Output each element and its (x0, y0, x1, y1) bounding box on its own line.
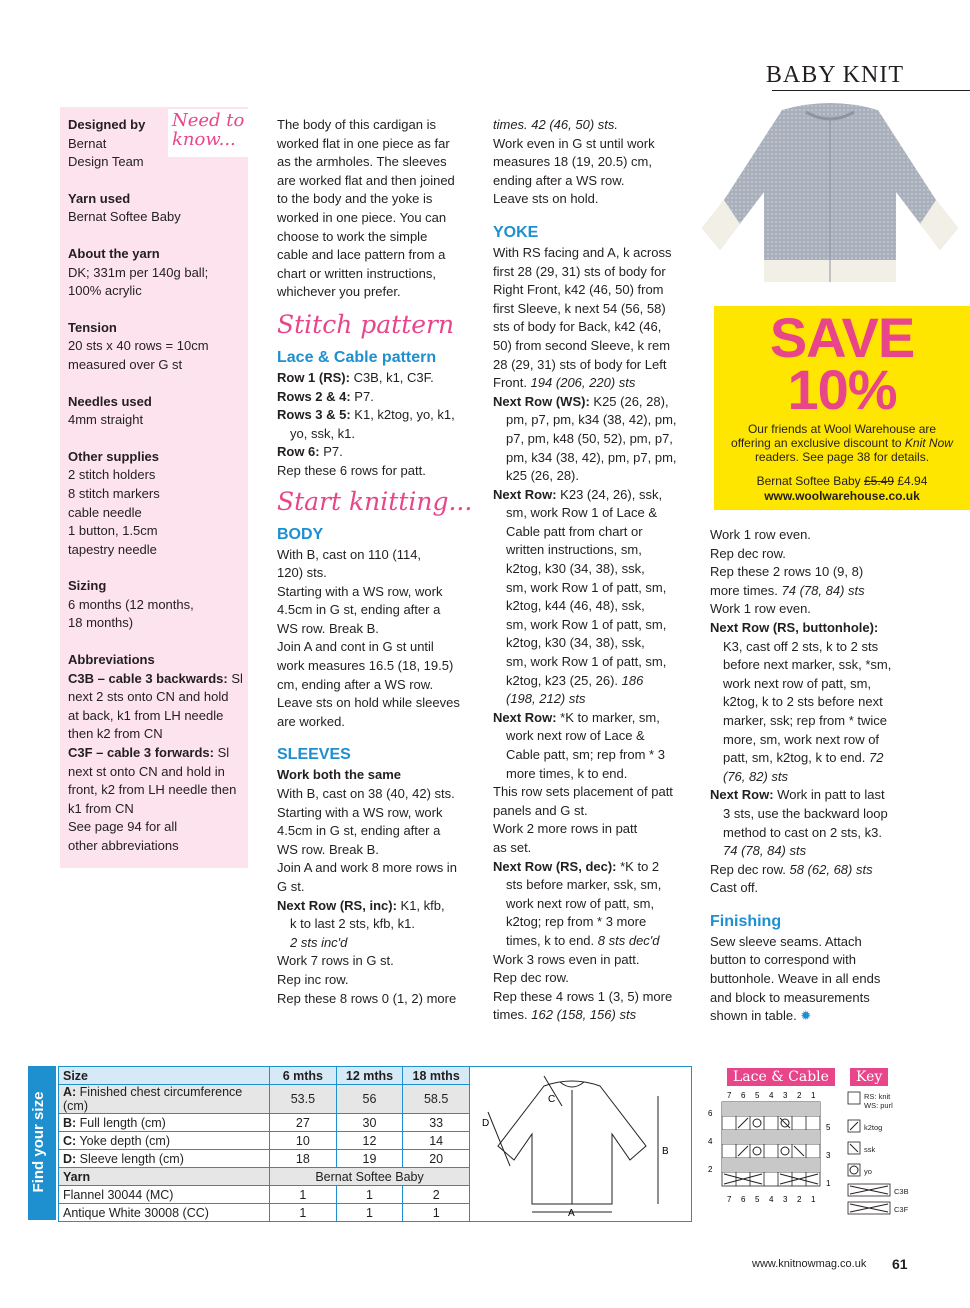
svg-text:C3F: C3F (894, 1205, 909, 1214)
find-your-size-label: Find your size (30, 1091, 47, 1193)
svg-text:3: 3 (783, 1195, 788, 1204)
end-mark-icon: ✹ (800, 1008, 812, 1024)
svg-text:3: 3 (826, 1151, 831, 1160)
size-col-12: 12 mths (336, 1067, 403, 1085)
offer-url[interactable]: www.woolwarehouse.co.uk (764, 489, 920, 503)
svg-text:4: 4 (708, 1137, 713, 1146)
need-to-know-title: Need to know... (172, 110, 245, 150)
save-percent: 10% (787, 358, 897, 421)
start-knitting-heading: Start knitting... (277, 486, 473, 516)
svg-text:5: 5 (826, 1123, 831, 1132)
lace-cable-chart-title: Lace & Cable (727, 1068, 835, 1086)
svg-text:6: 6 (741, 1091, 746, 1100)
stitch-pattern-heading: Stitch pattern (277, 309, 455, 339)
svg-text:5: 5 (755, 1195, 760, 1204)
svg-text:6: 6 (708, 1109, 713, 1118)
column-2: times. 42 (46, 50) sts. Work even in G st until work measures 18 (19, 20.5) cm, ending after a WS row. Leave sts on hold. YOKE With RS facing and A, k across first 28 (29, 31) sts of body for Right Front, k42 (46, 50) from first Sleeve, k next 54 (56, 58) sts of body for Back, k42 (46, 50) from second Sleeve, k rem 28 (29, 31) sts of body for Left Front. 194 (206, 220) sts Next Row (WS): K25 (26, 28), pm, p7, pm, k34 (38, 42), pm, p7, pm, k48 (50, 52), pm, p7, pm, k34 (38, 42), pm, p7, pm, k25 (26, 28). Next Row: K23 (24, 26), ssk, sm, work Row 1 of Lace & Cable patt from chart or written instructions, sm, k2tog, k30 (34, 38), ssk, sm, work Row 1 of patt, sm, k2tog, k44 (46, 48), ssk, sm, work Row 1 of patt, sm, k2tog, k30 (34, 38), ssk, sm, work Row 1 of patt, sm, k2tog, k23 (25, 26). 186 (198, 212) sts Next Row: *K to marker, sm, work next row of Lace & Cable patt, sm; rep from * 3 more times, k to end. This row sets placement of patt panels and G st. Work 2 more rows in patt as set. Next Row (RS, dec): *K to 2 sts before marker, ssk, sm, work next row of patt, sm, k2tog; rep from * 3 more times, k to end. 8 sts dec'd Work 3 rows even in patt. Rep dec row. Rep these 4 rows 1 (3, 5) more times. 162 (158, 156) sts (493, 116, 698, 1025)
label-c: C (548, 1094, 556, 1105)
svg-text:7: 7 (727, 1195, 732, 1204)
label-d: D (482, 1118, 490, 1129)
offer-price: Bernat Softee Baby £5.49 £4.94 (756, 474, 928, 488)
header-rule (772, 90, 970, 91)
size-col-header: Size (59, 1067, 270, 1085)
column-3: Work 1 row even. Rep dec row. Rep these 2 rows 10 (9, 8) more times. 74 (78, 84) sts Work 1 row even. Next Row (RS, buttonhole): K3, cast off 2 sts, k to 2 sts before next marker, ssk, *sm, work next row of patt, sm, k2tog, k to 2 sts before next marker, ssk; rep from * twice more, sm, work next row of patt, sm, k2tog, k to end. 72 (76, 82) sts Next Row: Work in patt to last 3 sts, use the backward loop method to cast on 2 sts, k3. 74 (78, 84) sts Rep dec row. 58 (62, 68) sts Cast off. Finishing Sew sleeve seams. Attach button to correspond with buttonhole. Weave in all ends and block to measurements shown in table. ✹ (710, 526, 910, 1026)
label-b: B (662, 1146, 669, 1157)
svg-text:2: 2 (797, 1195, 802, 1204)
size-col-18: 18 mths (403, 1067, 470, 1085)
table-row: A: Finished chest circumference (cm) 53.5 56 58.5 (59, 1085, 470, 1114)
footer-url[interactable]: www.knitnowmag.co.uk (752, 1258, 867, 1270)
yoke-heading: YOKE (493, 223, 539, 241)
svg-text:C3B: C3B (894, 1187, 909, 1196)
svg-text:ssk: ssk (864, 1145, 876, 1154)
table-row: Antique White 30008 (CC) 1 1 1 (59, 1204, 470, 1222)
svg-text:1: 1 (811, 1195, 816, 1204)
cardigan-photo (690, 100, 970, 300)
svg-text:1: 1 (826, 1179, 831, 1188)
svg-text:1: 1 (811, 1091, 816, 1100)
table-row: C: Yoke depth (cm) 10 12 14 (59, 1132, 470, 1150)
schematic-diagram (476, 1072, 686, 1218)
svg-text:2: 2 (797, 1091, 802, 1100)
svg-text:6: 6 (741, 1195, 746, 1204)
svg-text:yo: yo (864, 1167, 872, 1176)
lace-cable-heading: Lace & Cable pattern (277, 348, 437, 366)
svg-text:k2tog: k2tog (864, 1123, 883, 1132)
size-col-6: 6 mths (270, 1067, 337, 1085)
svg-text:RS: knit: RS: knit (864, 1092, 891, 1101)
offer-text: Our friends at Wool Warehouse are offering an exclusive discount to Knit Now readers. See page 38 for details. (731, 422, 953, 464)
sidebar-text: Designed by Bernat Design Team Yarn used Bernat Softee Baby About the yarn DK; 331m per 140g ball; 100% acrylic Tension 20 sts x 40 rows = 10cm measured over G st Needles used 4mm straight Other supplies 2 stitch holders 8 stitch markers cable needle 1 button, 1.5cm tapestry needle Sizing 6 months (12 months, 18 months) Abbreviations C3B – cable 3 backwards: Sl next 2 sts onto CN and hold at back, k1 from LH needle then k2 from CN C3F – cable 3 forwards: Sl next st onto CN and hold in front, k2 from LH needle then k1 from CN See page 94 for all other abbreviations (68, 117, 243, 853)
lace-cable-chart (700, 1088, 840, 1208)
save-headline: SAVE (769, 306, 915, 369)
discount-offer (714, 306, 970, 510)
table-row: B: Full length (cm) 27 30 33 (59, 1114, 470, 1132)
label-a: A (568, 1208, 575, 1218)
table-row: D: Sleeve length (cm) 18 19 20 (59, 1150, 470, 1168)
svg-text:2: 2 (708, 1165, 713, 1174)
svg-text:4: 4 (769, 1091, 774, 1100)
svg-text:4: 4 (769, 1195, 774, 1204)
sleeves-heading: SLEEVES (277, 746, 351, 764)
body-heading: BODY (277, 525, 324, 543)
svg-text:WS: purl: WS: purl (864, 1101, 893, 1110)
key-title: Key (850, 1068, 888, 1086)
svg-text:7: 7 (727, 1091, 732, 1100)
table-row: Flannel 30044 (MC) 1 1 2 (59, 1186, 470, 1204)
svg-text:3: 3 (783, 1091, 788, 1100)
section-title: BABY KNIT (765, 62, 904, 88)
svg-text:5: 5 (755, 1091, 760, 1100)
finishing-heading: Finishing (710, 912, 782, 930)
chart-key (846, 1088, 922, 1218)
column-1: The body of this cardigan is worked flat in one piece as far as the armholes. The sleeves are worked flat and then joined to the body and the yoke is worked in one piece. You can choose to work the simple cable and lace pattern from a chart or written instructions, whichever you prefer. Stitch pattern Lace & Cable pattern Row 1 (RS): C3B, k1, C3F. Rows 2 & 4: P7. Rows 3 & 5: K1, k2tog, yo, k1, yo, ssk, k1. Row 6: P7. Rep these 6 rows for patt. Start knitting... BODY With B, cast on 110 (114, 120) sts. Starting with a WS row, work 4.5cm in G st, ending after a WS row. Break B. Join A and cont in G st until work measures 16.5 (18, 19.5) cm, ending after a WS row. Leave sts on hold while sleeves are worked. SLEEVES Work both the same With B, cast on 38 (40, 42) sts. Starting with a WS row, work 4.5cm in G st, ending after a WS row. Break B. Join A and work 8 more rows in G st. Next Row (RS, inc): K1, kfb, k to last 2 sts, kfb, k1. 2 sts inc'd Work 7 rows in G st. Rep inc row. Rep these 8 rows 0 (1, 2) more (277, 116, 482, 1008)
size-table (58, 1066, 470, 1222)
yarn-header-row: Yarn Bernat Softee Baby (59, 1168, 470, 1186)
page-number: 61 (892, 1256, 908, 1272)
